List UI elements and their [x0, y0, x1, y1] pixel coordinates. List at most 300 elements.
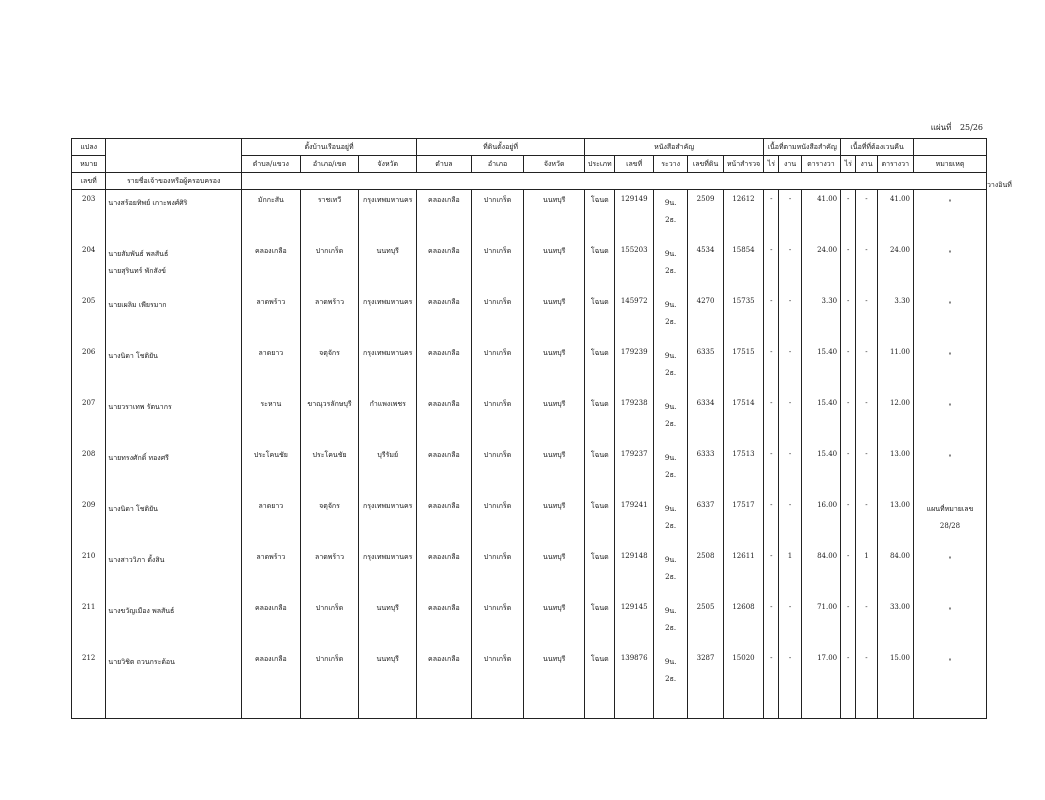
area-rai-cell: -	[764, 649, 779, 700]
land-number-cell: 3287	[688, 649, 723, 700]
expro-wa-cell: 24.00	[877, 241, 913, 292]
deed-system-line-2: 2ธ.	[665, 420, 677, 428]
expro-wa-cell: 13.00	[877, 445, 913, 496]
address-province-cell: กรุงเทพมหานคร	[359, 292, 417, 343]
area-ngan-cell: -	[779, 292, 801, 343]
owner-name-cell	[106, 394, 242, 445]
land-number-cell: 6334	[688, 394, 723, 445]
area-deed-group-header: เนื้อที่ตามหนังสือสำคัญ	[764, 139, 841, 156]
remark-cell	[914, 190, 987, 242]
owner-name-line: นางนิดา โชติยัน	[108, 505, 158, 513]
deed-system-header: ระวาง	[653, 156, 687, 173]
owner-name-line: นางขวัญเมือง พลสันธ์	[108, 607, 175, 615]
deed-number-header: เลขที่	[615, 156, 653, 173]
deed-system-line-2: 2ธ.	[665, 471, 677, 479]
expro-rai-cell: -	[841, 496, 856, 547]
remark-header: หมายเหตุ	[914, 156, 987, 173]
land-number-cell: 6335	[688, 343, 723, 394]
owner-name-line: นางสร้อยทิพย์ เกาะพงศ์ศิริ	[108, 199, 188, 207]
deed-type-cell: โฉนด	[585, 241, 615, 292]
land-tambon-cell: คลองเกลือ	[417, 190, 472, 242]
plot-number-cell: 211	[72, 598, 106, 649]
land-amphoe-cell: ปากเกร็ด	[471, 241, 524, 292]
deed-group-header: หนังสือสำคัญ	[585, 139, 764, 156]
land-province-cell: นนทบุรี	[524, 496, 585, 547]
deed-system-line-2: 2ธ.	[665, 216, 677, 224]
survey-page-cell: 12611	[723, 547, 764, 598]
deed-system-line-2: 2ธ.	[665, 573, 677, 581]
owner-name-cell	[106, 445, 242, 496]
area-ngan-cell: -	[779, 190, 801, 242]
land-province-cell: นนทบุรี	[524, 445, 585, 496]
land-province-cell: นนทบุรี	[524, 343, 585, 394]
expro-rai-cell: -	[841, 190, 856, 242]
expro-wa-cell: 3.30	[877, 292, 913, 343]
address-amphoe-cell: ลาดพร้าว	[300, 547, 359, 598]
land-tambon-cell: คลองเกลือ	[417, 241, 472, 292]
land-number-cell: 2505	[688, 598, 723, 649]
remark-line-1: "	[948, 454, 952, 462]
deed-type-cell: โฉนด	[585, 343, 615, 394]
expro-wa-cell: 33.00	[877, 598, 913, 649]
remark-line-1: "	[948, 199, 952, 207]
ngan-expro-header: งาน	[856, 156, 877, 173]
area-expropriation-group-header: เนื้อที่ที่ต้องเวนคืน	[841, 139, 914, 156]
filler-cell	[417, 700, 472, 719]
deed-system-line-1: 9น.	[664, 250, 677, 258]
address-province-cell: กรุงเทพมหานคร	[359, 547, 417, 598]
address-province-cell: นนทบุรี	[359, 241, 417, 292]
address-amphoe-cell: ราชเทวี	[300, 190, 359, 242]
plot-number-cell: 203	[72, 190, 106, 242]
area-ngan-cell: -	[779, 445, 801, 496]
area-rai-cell: -	[764, 598, 779, 649]
address-tambon-cell: ระหาน	[242, 394, 301, 445]
address-amphoe-cell: ขาณุวรลักษบุรี	[300, 394, 359, 445]
land-number-cell: 6333	[688, 445, 723, 496]
deed-system-cell	[653, 649, 687, 700]
land-amphoe-cell: ปากเกร็ด	[471, 445, 524, 496]
owner-name-line: นายวราเทพ รัตนากร	[108, 403, 172, 411]
owner-name-line: นายทรงศักดิ์ ทองศรี	[108, 454, 169, 462]
deed-system-line-1: 9น.	[664, 352, 677, 360]
owner-name-cell	[106, 496, 242, 547]
expro-ngan-cell: -	[856, 292, 877, 343]
deed-system-cell	[653, 292, 687, 343]
plot-number-cell: 204	[72, 241, 106, 292]
area-wa-cell: 17.00	[801, 649, 840, 700]
deed-number-cell: 179238	[615, 394, 653, 445]
remark-cell	[914, 292, 987, 343]
land-amphoe-header: อำเภอ	[471, 156, 524, 173]
area-rai-cell: -	[764, 445, 779, 496]
address-tambon-cell: มักกะสัน	[242, 190, 301, 242]
address-province-cell: กรุงเทพมหานคร	[359, 190, 417, 242]
area-rai-cell: -	[764, 292, 779, 343]
land-province-cell: นนทบุรี	[524, 190, 585, 242]
expro-wa-cell: 41.00	[877, 190, 913, 242]
owner-name-cell	[106, 547, 242, 598]
plot-header-1: แปลง	[72, 139, 106, 156]
tambon-header: ตำบล/แขวง	[242, 156, 301, 173]
address-tambon-cell: คลองเกลือ	[242, 649, 301, 700]
area-wa-cell: 41.00	[801, 190, 840, 242]
remark-header-top	[914, 139, 987, 156]
plot-number-cell: 212	[72, 649, 106, 700]
deed-number-cell: 129148	[615, 547, 653, 598]
deed-system-line-2: 2ธ.	[665, 318, 677, 326]
deed-type-cell: โฉนด	[585, 445, 615, 496]
filler-row	[72, 700, 987, 719]
remark-cell	[914, 598, 987, 649]
remark-line-1: "	[948, 556, 952, 564]
land-amphoe-cell: ปากเกร็ด	[471, 496, 524, 547]
land-province-cell: นนทบุรี	[524, 292, 585, 343]
plot-header-2: หมาย	[72, 156, 106, 173]
page-number-value: 25/26	[959, 123, 983, 132]
page-number-label: แผ่นที่	[930, 123, 952, 132]
deed-system-cell	[653, 598, 687, 649]
expro-ngan-cell: -	[856, 190, 877, 242]
deed-number-cell: 129145	[615, 598, 653, 649]
filler-cell	[914, 700, 987, 719]
land-province-cell: นนทบุรี	[524, 241, 585, 292]
area-wa-cell: 16.00	[801, 496, 840, 547]
remark-cell	[914, 547, 987, 598]
land-tambon-cell: คลองเกลือ	[417, 649, 472, 700]
area-ngan-cell: -	[779, 343, 801, 394]
expro-rai-cell: -	[841, 394, 856, 445]
owner-name-cell	[106, 598, 242, 649]
address-tambon-cell: ลาดพร้าว	[242, 547, 301, 598]
area-wa-cell: 71.00	[801, 598, 840, 649]
header-row-1	[72, 139, 987, 156]
land-tambon-cell: คลองเกลือ	[417, 445, 472, 496]
expro-wa-cell: 15.00	[877, 649, 913, 700]
plot-number-cell: 208	[72, 445, 106, 496]
table-row	[72, 445, 987, 496]
expro-ngan-cell: -	[856, 649, 877, 700]
address-amphoe-cell: ประโคนชัย	[300, 445, 359, 496]
plot-number-cell: 207	[72, 394, 106, 445]
survey-page-cell: 12612	[723, 190, 764, 242]
land-tambon-cell: คลองเกลือ	[417, 394, 472, 445]
owner-name-line-2: นายสุรินทร์ พักสังข์	[108, 267, 166, 275]
deed-system-line-1: 9น.	[664, 556, 677, 564]
deed-type-cell: โฉนด	[585, 598, 615, 649]
deed-type-cell: โฉนด	[585, 190, 615, 242]
deed-type-cell: โฉนด	[585, 496, 615, 547]
table-row	[72, 343, 987, 394]
expro-ngan-cell: -	[856, 598, 877, 649]
deed-system-line-1: 9น.	[664, 505, 677, 513]
expro-ngan-cell: -	[856, 445, 877, 496]
expro-ngan-cell: -	[856, 343, 877, 394]
owner-header	[106, 139, 242, 173]
filler-cell	[801, 700, 840, 719]
survey-page-cell: 12608	[723, 598, 764, 649]
address-province-cell: กำแพงเพชร	[359, 394, 417, 445]
address-tambon-cell: คลองเกลือ	[242, 598, 301, 649]
area-ngan-cell: -	[779, 394, 801, 445]
survey-page-cell: 17514	[723, 394, 764, 445]
survey-page-cell: 17517	[723, 496, 764, 547]
filler-cell	[471, 700, 524, 719]
land-number-cell: 6337	[688, 496, 723, 547]
land-province-cell: นนทบุรี	[524, 598, 585, 649]
land-province-cell: นนทบุรี	[524, 394, 585, 445]
land-tambon-cell: คลองเกลือ	[417, 496, 472, 547]
survey-page-header: หน้าสำรวจ	[723, 156, 764, 173]
wa-header: ตารางวา	[801, 156, 840, 173]
land-province-header: จังหวัด	[524, 156, 585, 173]
land-number-cell: 4270	[688, 292, 723, 343]
land-amphoe-cell: ปากเกร็ด	[471, 190, 524, 242]
header-row-3	[72, 173, 987, 190]
filler-cell	[688, 700, 723, 719]
deed-system-line-1: 9น.	[664, 454, 677, 462]
remark-line-1: "	[948, 403, 952, 411]
owner-name-line: นายเผลิม เพียรมาก	[108, 301, 167, 309]
deed-number-cell: 179237	[615, 445, 653, 496]
filler-cell	[653, 700, 687, 719]
land-amphoe-cell: ปากเกร็ด	[471, 292, 524, 343]
filler-cell	[764, 700, 779, 719]
table-row	[72, 649, 987, 700]
address-province-cell: นนทบุรี	[359, 598, 417, 649]
expro-wa-cell: 12.00	[877, 394, 913, 445]
filler-cell	[841, 700, 856, 719]
table-row	[72, 292, 987, 343]
filler-cell	[877, 700, 913, 719]
filler-cell	[242, 700, 301, 719]
area-rai-cell: -	[764, 547, 779, 598]
deed-system-cell	[653, 547, 687, 598]
area-ngan-cell: 1	[779, 547, 801, 598]
land-amphoe-cell: ปากเกร็ด	[471, 649, 524, 700]
deed-system-line-1: 9น.	[664, 607, 677, 615]
area-ngan-cell: -	[779, 598, 801, 649]
deed-system-cell	[653, 343, 687, 394]
area-ngan-cell: -	[779, 241, 801, 292]
table-row	[72, 598, 987, 649]
address-tambon-cell: ลาดยาว	[242, 343, 301, 394]
area-rai-cell: -	[764, 394, 779, 445]
deed-number-cell: 155203	[615, 241, 653, 292]
table-row	[72, 241, 987, 292]
land-amphoe-cell: ปากเกร็ด	[471, 598, 524, 649]
area-rai-cell: -	[764, 343, 779, 394]
owner-name-line: นางสาววิภา ตั้งสิน	[108, 556, 165, 564]
remark-cell	[914, 496, 987, 547]
area-wa-cell: 3.30	[801, 292, 840, 343]
filler-cell	[585, 700, 615, 719]
owner-name-line: นายสัมพันธ์ พลสันธ์	[108, 250, 169, 258]
land-tambon-cell: คลองเกลือ	[417, 343, 472, 394]
deed-system-line-1: 9น.	[664, 403, 677, 411]
ngan-header: งาน	[779, 156, 801, 173]
filler-cell	[72, 700, 106, 719]
address-group-header: ตั้งบ้านเรือนอยู่ที่	[242, 139, 417, 156]
land-location-group-header: ที่ดินตั้งอยู่ที่	[417, 139, 585, 156]
filler-cell	[524, 700, 585, 719]
deed-system-line-1: 9น.	[664, 199, 677, 207]
rai-expro-header: ไร่	[841, 156, 856, 173]
filler-cell	[723, 700, 764, 719]
rai-header: ไร่	[764, 156, 779, 173]
expro-rai-cell: -	[841, 445, 856, 496]
deed-system-cell	[653, 241, 687, 292]
filler-cell	[106, 700, 242, 719]
deed-system-line-2: 2ธ.	[665, 369, 677, 377]
deed-system-line-1: 9น.	[664, 301, 677, 309]
area-rai-cell: -	[764, 241, 779, 292]
land-province-cell: นนทบุรี	[524, 547, 585, 598]
survey-page-cell: 15020	[723, 649, 764, 700]
province-header: จังหวัด	[359, 156, 417, 173]
plot-number-cell: 209	[72, 496, 106, 547]
page-number	[925, 121, 983, 134]
owner-name-cell	[106, 649, 242, 700]
expro-rai-cell: -	[841, 241, 856, 292]
owner-header-label: รายชื่อเจ้าของหรือผู้ครอบครอง	[106, 173, 242, 190]
table-row	[72, 394, 987, 445]
address-amphoe-cell: ปากเกร็ด	[300, 598, 359, 649]
header-spacer	[242, 173, 987, 190]
land-province-cell: นนทบุรี	[524, 649, 585, 700]
deed-number-cell: 129149	[615, 190, 653, 242]
deed-type-cell: โฉนด	[585, 292, 615, 343]
remark-cell	[914, 445, 987, 496]
address-tambon-cell: ลาดยาว	[242, 496, 301, 547]
address-amphoe-cell: จตุจักร	[300, 343, 359, 394]
area-wa-cell: 24.00	[801, 241, 840, 292]
deed-system-cell	[653, 394, 687, 445]
survey-page-cell: 17513	[723, 445, 764, 496]
area-rai-cell: -	[764, 190, 779, 242]
address-province-cell: กรุงเทพมหานคร	[359, 343, 417, 394]
address-province-cell: กรุงเทพมหานคร	[359, 496, 417, 547]
deed-type-cell: โฉนด	[585, 649, 615, 700]
deed-number-cell: 145972	[615, 292, 653, 343]
deed-system-line-2: 2ธ.	[665, 267, 677, 275]
land-tambon-cell: คลองเกลือ	[417, 292, 472, 343]
owner-name-cell	[106, 241, 242, 292]
expro-ngan-cell: -	[856, 496, 877, 547]
plot-number-cell: 206	[72, 343, 106, 394]
remark-line-1: "	[948, 301, 952, 309]
table-row	[72, 190, 987, 242]
land-number-header: เลขที่ดิน	[688, 156, 723, 173]
deed-number-cell: 179241	[615, 496, 653, 547]
owner-name-cell	[106, 190, 242, 242]
deed-system-line-2: 2ธ.	[665, 624, 677, 632]
area-wa-cell: 15.40	[801, 343, 840, 394]
land-tambon-header: ตำบล	[417, 156, 472, 173]
remark-cell	[914, 394, 987, 445]
expro-ngan-cell: 1	[856, 547, 877, 598]
land-number-cell: 2509	[688, 190, 723, 242]
expro-rai-cell: -	[841, 343, 856, 394]
filler-cell	[856, 700, 877, 719]
land-number-cell: 4534	[688, 241, 723, 292]
area-rai-cell: -	[764, 496, 779, 547]
owner-name-cell	[106, 343, 242, 394]
remark-cell	[914, 241, 987, 292]
area-wa-cell: 15.40	[801, 445, 840, 496]
survey-page-cell: 17515	[723, 343, 764, 394]
expro-ngan-cell: -	[856, 394, 877, 445]
expro-rai-cell: -	[841, 649, 856, 700]
deed-system-line-1: 9น.	[664, 658, 677, 666]
area-ngan-cell: -	[779, 496, 801, 547]
survey-page-cell: 15854	[723, 241, 764, 292]
plot-number-cell: 210	[72, 547, 106, 598]
address-amphoe-cell: จตุจักร	[300, 496, 359, 547]
filler-cell	[359, 700, 417, 719]
side-note: วางอินที่	[987, 181, 1012, 189]
land-amphoe-cell: ปากเกร็ด	[471, 547, 524, 598]
address-tambon-cell: คลองเกลือ	[242, 241, 301, 292]
expro-wa-cell: 13.00	[877, 496, 913, 547]
remark-line-1: "	[948, 250, 952, 258]
amphoe-header: อำเภอ/เขต	[300, 156, 359, 173]
land-tambon-cell: คลองเกลือ	[417, 598, 472, 649]
expro-rai-cell: -	[841, 547, 856, 598]
deed-system-cell	[653, 445, 687, 496]
table-row	[72, 547, 987, 598]
address-tambon-cell: ลาดพร้าว	[242, 292, 301, 343]
expro-wa-cell: 84.00	[877, 547, 913, 598]
address-amphoe-cell: ปากเกร็ด	[300, 241, 359, 292]
table-row	[72, 496, 987, 547]
survey-page-cell: 15735	[723, 292, 764, 343]
filler-cell	[779, 700, 801, 719]
address-province-cell: บุรีรัมย์	[359, 445, 417, 496]
area-wa-cell: 15.40	[801, 394, 840, 445]
expro-rai-cell: -	[841, 598, 856, 649]
area-ngan-cell: -	[779, 649, 801, 700]
deed-type-cell: โฉนด	[585, 547, 615, 598]
address-tambon-cell: ประโคนชัย	[242, 445, 301, 496]
deed-system-line-2: 2ธ.	[665, 522, 677, 530]
remark-cell	[914, 343, 987, 394]
address-amphoe-cell: ปากเกร็ด	[300, 649, 359, 700]
remark-line-1: แผนที่หมายเลข	[926, 505, 974, 513]
owner-name-line: นางนิดา โชติยัน	[108, 352, 158, 360]
expro-ngan-cell: -	[856, 241, 877, 292]
land-number-cell: 2508	[688, 547, 723, 598]
deed-system-cell	[653, 496, 687, 547]
land-register-table	[71, 138, 987, 719]
remark-cell	[914, 649, 987, 700]
deed-number-cell: 139876	[615, 649, 653, 700]
deed-system-line-2: 2ธ.	[665, 675, 677, 683]
remark-line-2: 28/28	[939, 522, 961, 530]
owner-name-cell	[106, 292, 242, 343]
land-amphoe-cell: ปากเกร็ด	[471, 343, 524, 394]
remark-line-1: "	[948, 352, 952, 360]
filler-cell	[300, 700, 359, 719]
land-amphoe-cell: ปากเกร็ด	[471, 394, 524, 445]
area-wa-cell: 84.00	[801, 547, 840, 598]
owner-name-line: นายวิชิต ถวนกระต้อน	[108, 658, 175, 666]
remark-line-1: "	[948, 658, 952, 666]
deed-system-cell	[653, 190, 687, 242]
remark-line-1: "	[948, 607, 952, 615]
address-province-cell: นนทบุรี	[359, 649, 417, 700]
wa-expro-header: ตารางวา	[877, 156, 913, 173]
